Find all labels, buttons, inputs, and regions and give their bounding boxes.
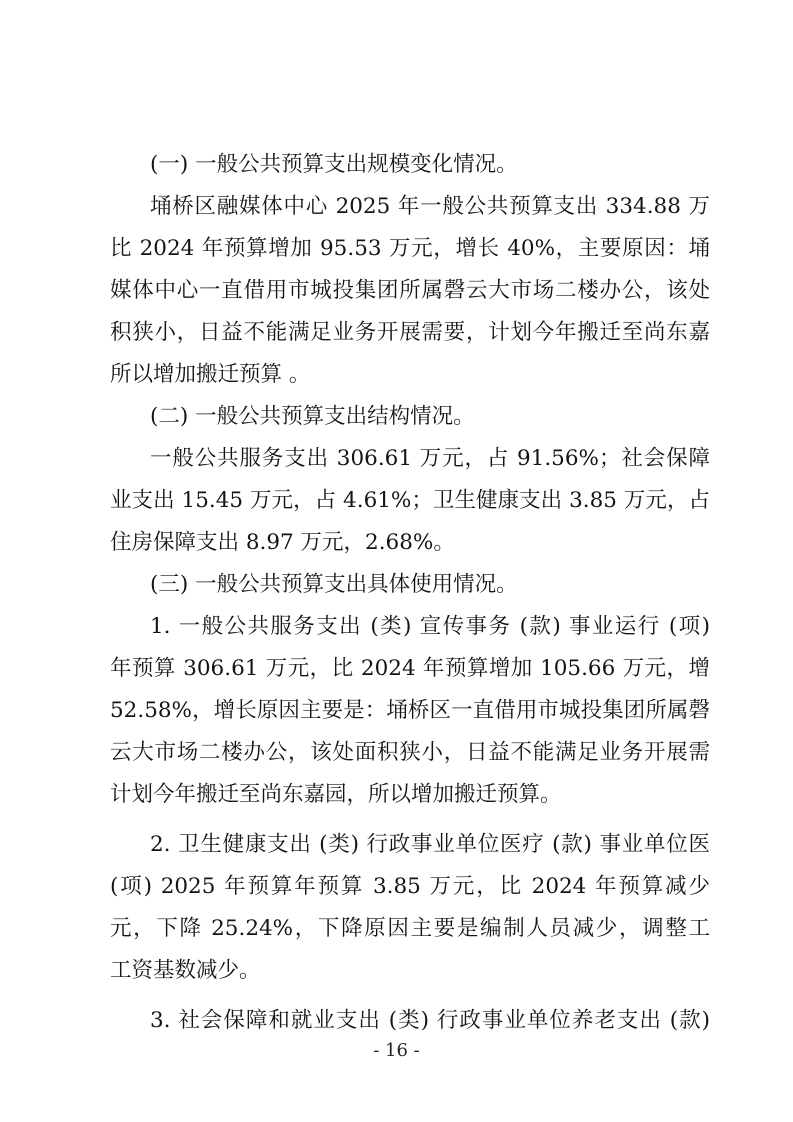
list-item-2-line: 工资基数减少。: [110, 958, 261, 983]
list-item-1-line: 云大市场二楼办公，该处面积狭小，日益不能满足业务开展需: [110, 740, 710, 765]
paragraph-line: 一般公共服务支出 306.61 万元，占 91.56%；社会保障: [150, 446, 710, 471]
paragraph-line: 积狭小，日益不能满足业务开展需要，计划今年搬迁至尚东嘉: [110, 320, 710, 345]
list-item-2-line: 2. 卫生健康支出 (类) 行政事业单位医疗 (款) 事业单位医: [150, 832, 710, 857]
paragraph-line: 住房保障支出 8.97 万元，2.68%。: [110, 530, 455, 555]
paragraph-line: 所以增加搬迁预算 。: [110, 362, 311, 387]
section-heading-1: (一) 一般公共预算支出规模变化情况。: [150, 152, 518, 177]
list-item-1-line: 52.58%，增长原因主要是：埇桥区一直借用市城投集团所属磬: [110, 698, 710, 723]
page-number: - 16 -: [373, 1040, 420, 1061]
list-item-2-line: 元，下降 25.24%，下降原因主要是编制人员减少，调整工: [110, 916, 710, 941]
section-heading-3: (三) 一般公共预算支出具体使用情况。: [150, 572, 518, 597]
paragraph-line: 比 2024 年预算增加 95.53 万元，增长 40%，主要原因：埇: [110, 236, 710, 261]
list-item-1-line: 1. 一般公共服务支出 (类) 宣传事务 (款) 事业运行 (项): [150, 614, 710, 639]
paragraph-line: 媒体中心一直借用市城投集团所属磬云大市场二楼办公，该处: [110, 278, 710, 303]
list-item-3-line: 3. 社会保障和就业支出 (类) 行政事业单位养老支出 (款): [150, 1008, 710, 1033]
paragraph-line: 业支出 15.45 万元，占 4.61%；卫生健康支出 3.85 万元，占: [110, 488, 710, 513]
paragraph-line: 埇桥区融媒体中心 2025 年一般公共预算支出 334.88 万: [150, 194, 710, 219]
document-body: [110, 144, 710, 1042]
list-item-2-line: (项) 2025 年预算年预算 3.85 万元，比 2024 年预算减少: [110, 874, 710, 899]
list-item-1-line: 计划今年搬迁至尚东嘉园，所以增加搬迁预算。: [110, 782, 562, 807]
section-heading-2: (二) 一般公共预算支出结构情况。: [150, 404, 475, 429]
list-item-1-line: 年预算 306.61 万元，比 2024 年预算增加 105.66 万元，增: [110, 656, 710, 681]
